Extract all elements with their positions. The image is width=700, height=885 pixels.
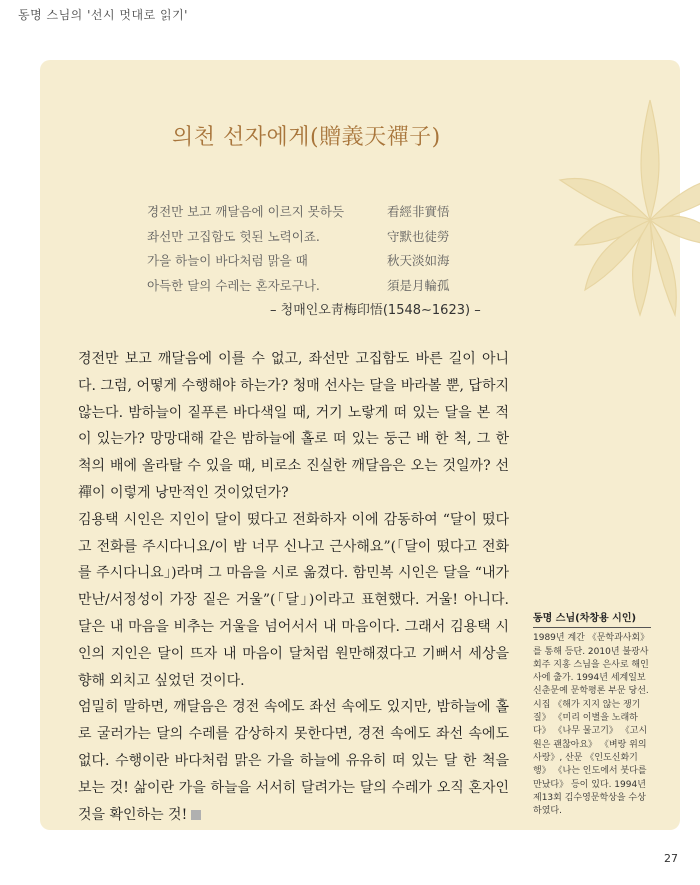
essay-body <box>78 346 509 828</box>
poem-line <box>147 253 467 278</box>
essay-paragraph <box>78 694 509 828</box>
poem-line <box>147 229 467 254</box>
poem-line-hanja: 須是月輪孤 <box>387 277 450 293</box>
poem-line-hanja: 秋天淡如海 <box>387 253 450 268</box>
lotus-flower-illustration <box>550 60 700 380</box>
poem-line-korean: 아득한 달의 수레는 혼자로구나. <box>147 277 320 293</box>
poem-lines <box>147 204 467 302</box>
author-bio: 1989년 계간 《문학과사회》를 통해 등단. 2010년 불광사 회주 지홍 스님을 은사로 해인사에 출가. 1994년 세계일보 신춘문예 문학평론 부문 당선. 시집 《해가 지지 않는 쟁기질》 《미리 이별을 노래하다》 《나무 물고기》 《고시원은 괜찮아요》 《벼랑 위의 사랑》, 산문 《인도신화기행》 《나는 인도에서 붓다를 만났다》 등이 있다. 1994년 제13회 김수영문학상을 수상하였다. <box>533 633 650 817</box>
poem-title: 의천 선자에게(贈義天禪子) <box>172 125 441 150</box>
page-number: 27 <box>664 852 678 865</box>
poem-line-hanja: 守默也徒勞 <box>387 228 450 244</box>
poem-line-korean: 좌선만 고집함도 헛된 노력이죠. <box>147 228 320 244</box>
running-header: 동명 스님의 '선시 멋대로 읽기' <box>18 8 188 22</box>
essay-paragraph: 경전만 보고 깨달음에 이를 수 없고, 좌선만 고집함도 바른 길이 아니다. 그럼, 어떻게 수행해야 하는가? 청매 선사는 달을 바라볼 뿐, 답하지 않는다. 밤하늘이 짙푸른 바다색일 때, 거기 노랗게 떠 있는 달을 본 적이 있는가? 망망대해 같은 밤하늘에 홀로 떠 있는 둥근 배 한 척, 그 한 척의 배에 올라탈 수 있을 때, 비로소 진실한 깨달음은 오는 것일까? 선禪이 이렇게 낭만적인 것이었던가? <box>78 351 509 501</box>
poem-attribution: – 청매인오靑梅印悟(1548∼1623) – <box>270 303 481 318</box>
author-info <box>533 612 651 818</box>
poem-line <box>147 204 467 229</box>
essay-paragraph-text: 엄밀히 말하면, 깨달음은 경전 속에도 좌선 속에도 있지만, 밤하늘에 홀로 굴러가는 달의 수레를 감상하지 못한다면, 경전 속에도 좌선 속에도 없다. 수행이란 바다처럼 맑은 가을 하늘에 유유히 떠 있는 달 한 척을 보는 것! 삶이란 가을 하늘을 서서히 달려가는 달의 수레가 오직 혼자인 것을 확인하는 것! <box>78 699 509 823</box>
author-name: 동명 스님(차창용 시인) <box>533 612 651 628</box>
poem-line-korean: 경전만 보고 깨달음에 이르지 못하듯 <box>147 204 345 219</box>
poem-line-korean: 가을 하늘이 바다처럼 맑을 때 <box>147 253 308 268</box>
end-mark-icon <box>191 810 201 820</box>
essay-paragraph: 김용택 시인은 지인이 달이 떴다고 전화하자 이에 감동하여 “달이 떴다고 전화를 주시다니요/이 밤 너무 신나고 근사해요”(「달이 떴다고 전화를 주시다니요」)라며 그 마음을 시로 옮겼다. 함민복 시인은 달을 “내가 만난/서정성이 가장 짙은 거울”(「달」)이라고 표현했다. 거울! 아니다. 달은 내 마음을 비추는 거울을 넘어서서 내 마음이다. 그래서 김용택 시인의 지인은 달이 뜨자 내 마음이 달처럼 원만해졌다고 기뻐서 세상을 향해 외치고 싶었던 것이다. <box>78 511 509 689</box>
poem-line-hanja: 看經非實悟 <box>387 204 450 219</box>
